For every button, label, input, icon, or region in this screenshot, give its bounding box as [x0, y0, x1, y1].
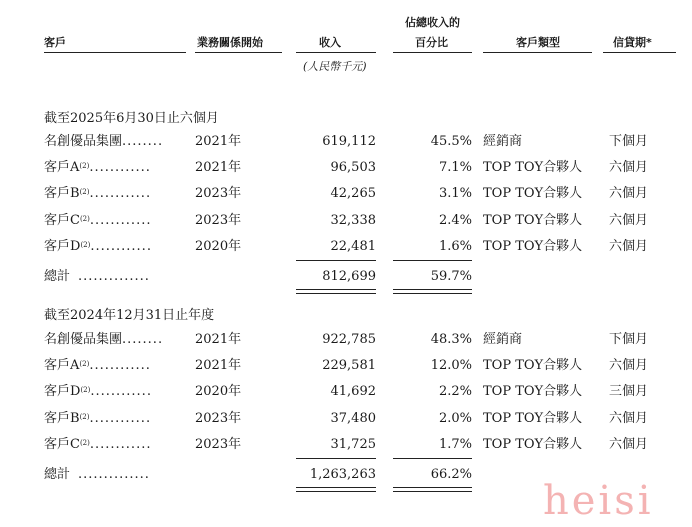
total-label — [44, 467, 150, 483]
leader-dots: ............ — [90, 239, 152, 254]
customer-name — [44, 186, 151, 202]
leader-dots: .............. — [78, 467, 150, 482]
customer-type: 經銷商 — [483, 332, 523, 347]
total-label-text: 總計 — [44, 467, 71, 482]
revenue-value: 22,481 — [330, 239, 376, 254]
credit-period: 六個月 — [609, 160, 649, 175]
revenue-value: 32,338 — [330, 213, 376, 228]
relationship-year: 2020年 — [195, 384, 242, 399]
relationship-year: 2023年 — [195, 186, 242, 201]
footnote-marker: (2) — [79, 162, 90, 170]
total-row — [0, 269, 692, 287]
footnote-marker: (2) — [79, 413, 90, 421]
relationship-year: 2021年 — [195, 160, 242, 175]
credit-period: 下個月 — [609, 332, 649, 347]
customer-name — [44, 358, 151, 374]
credit-period: 下個月 — [609, 134, 649, 149]
header-credit-period: 信貸期* — [613, 36, 652, 49]
watermark: heisi — [543, 478, 654, 524]
table-row — [0, 358, 692, 376]
table-row — [0, 186, 692, 204]
customer-name — [44, 332, 163, 348]
header-rule-pct — [393, 52, 472, 53]
relationship-year: 2021年 — [195, 134, 242, 149]
leader-dots: ............ — [89, 186, 152, 201]
customer-name — [44, 213, 151, 229]
relationship-year: 2021年 — [195, 332, 242, 347]
credit-period: 六個月 — [609, 213, 649, 228]
customer-name-text: 名創優品集團 — [44, 332, 123, 347]
leader-dots: ............ — [90, 384, 152, 399]
unit-label: (人民幣千元) — [303, 60, 367, 73]
customer-name-text: 客戶C — [44, 437, 80, 452]
relationship-year: 2023年 — [195, 213, 242, 228]
revenue-percentage: 48.3% — [430, 332, 472, 347]
customer-name — [44, 239, 152, 255]
revenue-percentage: 1.7% — [438, 437, 472, 452]
leader-dots: ............ — [89, 411, 152, 426]
revenue-percentage: 1.6% — [438, 239, 472, 254]
footnote-marker: (2) — [79, 439, 90, 447]
total-label-text: 總計 — [44, 269, 71, 284]
customer-name-text: 客戶C — [44, 213, 80, 228]
customer-name — [44, 160, 151, 176]
table-row — [0, 332, 692, 350]
subtotal-rule-revenue — [296, 260, 376, 261]
header-rule-revenue — [296, 52, 376, 53]
table-row — [0, 239, 692, 257]
credit-period: 三個月 — [609, 384, 649, 399]
footnote-marker: (2) — [80, 241, 91, 249]
customer-name-text: 客戶B — [44, 186, 80, 201]
header-customer: 客戶 — [44, 36, 66, 49]
header-relationship-start: 業務關係開始 — [197, 36, 263, 49]
credit-period: 六個月 — [609, 358, 649, 373]
section-title: 截至2025年6月30日止六個月 — [44, 111, 219, 126]
footnote-marker: (2) — [79, 215, 90, 223]
credit-period: 六個月 — [609, 239, 649, 254]
credit-period: 六個月 — [609, 437, 649, 452]
table-row — [0, 411, 692, 429]
subtotal-rule-pct — [393, 458, 472, 459]
customer-type: TOP TOY合夥人 — [483, 213, 583, 228]
double-underline-revenue — [296, 289, 376, 294]
leader-dots: ............ — [89, 437, 152, 452]
revenue-value: 96,503 — [330, 160, 376, 175]
header-revenue: 收入 — [319, 36, 341, 49]
total-revenue: 812,699 — [322, 269, 376, 284]
revenue-percentage: 7.1% — [438, 160, 472, 175]
customer-name — [44, 134, 163, 150]
leader-dots: ........ — [122, 332, 164, 347]
leader-dots: ............ — [89, 358, 151, 373]
table-row — [0, 160, 692, 178]
header-rule-type — [483, 52, 592, 53]
customer-type: TOP TOY合夥人 — [483, 160, 583, 175]
customer-type: TOP TOY合夥人 — [483, 358, 583, 373]
header-customer-type: 客戶類型 — [516, 36, 560, 49]
customer-name-text: 名創優品集團 — [44, 134, 123, 149]
revenue-percentage: 3.1% — [438, 186, 472, 201]
credit-period: 六個月 — [609, 411, 649, 426]
credit-period: 六個月 — [609, 186, 649, 201]
section-title: 截至2024年12月31日止年度 — [44, 308, 215, 323]
leader-dots: ........ — [122, 134, 164, 149]
leader-dots: ............ — [89, 213, 152, 228]
leader-dots: ............ — [89, 160, 151, 175]
revenue-percentage: 2.2% — [438, 384, 472, 399]
table-row — [0, 134, 692, 152]
double-underline-revenue — [296, 487, 376, 492]
total-revenue: 1,263,263 — [309, 467, 376, 482]
customer-type: TOP TOY合夥人 — [483, 186, 583, 201]
leader-dots: .............. — [78, 269, 150, 284]
relationship-year: 2023年 — [195, 437, 242, 452]
table-row — [0, 384, 692, 402]
revenue-value: 42,265 — [330, 186, 376, 201]
footnote-marker: (2) — [80, 386, 91, 394]
customer-type: TOP TOY合夥人 — [483, 411, 583, 426]
revenue-value: 31,725 — [330, 437, 376, 452]
relationship-year: 2020年 — [195, 239, 242, 254]
table-row — [0, 213, 692, 231]
header-pct-line1: 佔總收入的 — [405, 16, 460, 29]
total-percentage: 66.2% — [430, 467, 472, 482]
customer-type: 經銷商 — [483, 134, 523, 149]
header-rule-start — [195, 52, 282, 53]
total-label — [44, 269, 150, 285]
revenue-value: 37,480 — [330, 411, 376, 426]
customer-name-text: 客戶D — [44, 239, 81, 254]
customer-name-text: 客戶D — [44, 384, 81, 399]
subtotal-rule-revenue — [296, 458, 376, 459]
revenue-value: 922,785 — [322, 332, 376, 347]
header-pct-line2: 百分比 — [415, 36, 448, 49]
customer-type: TOP TOY合夥人 — [483, 384, 583, 399]
revenue-percentage: 2.4% — [438, 213, 472, 228]
revenue-value: 619,112 — [322, 134, 376, 149]
double-underline-pct — [393, 289, 472, 294]
customer-type: TOP TOY合夥人 — [483, 239, 583, 254]
customer-name — [44, 437, 151, 453]
revenue-percentage: 2.0% — [438, 411, 472, 426]
total-percentage: 59.7% — [430, 269, 472, 284]
subtotal-rule-pct — [393, 260, 472, 261]
revenue-value: 229,581 — [322, 358, 376, 373]
customer-name-text: 客戶A — [44, 358, 80, 373]
revenue-value: 41,692 — [330, 384, 376, 399]
header-rule-credit — [603, 52, 676, 53]
customer-name-text: 客戶B — [44, 411, 80, 426]
double-underline-pct — [393, 487, 472, 492]
revenue-percentage: 45.5% — [430, 134, 472, 149]
footnote-marker: (2) — [79, 360, 90, 368]
footnote-marker: (2) — [79, 188, 90, 196]
table-row — [0, 437, 692, 455]
header-rule-customer — [44, 52, 186, 53]
customer-name — [44, 384, 152, 400]
customer-name — [44, 411, 151, 427]
customer-name-text: 客戶A — [44, 160, 80, 175]
revenue-percentage: 12.0% — [430, 358, 472, 373]
customer-type: TOP TOY合夥人 — [483, 437, 583, 452]
relationship-year: 2021年 — [195, 358, 242, 373]
relationship-year: 2023年 — [195, 411, 242, 426]
